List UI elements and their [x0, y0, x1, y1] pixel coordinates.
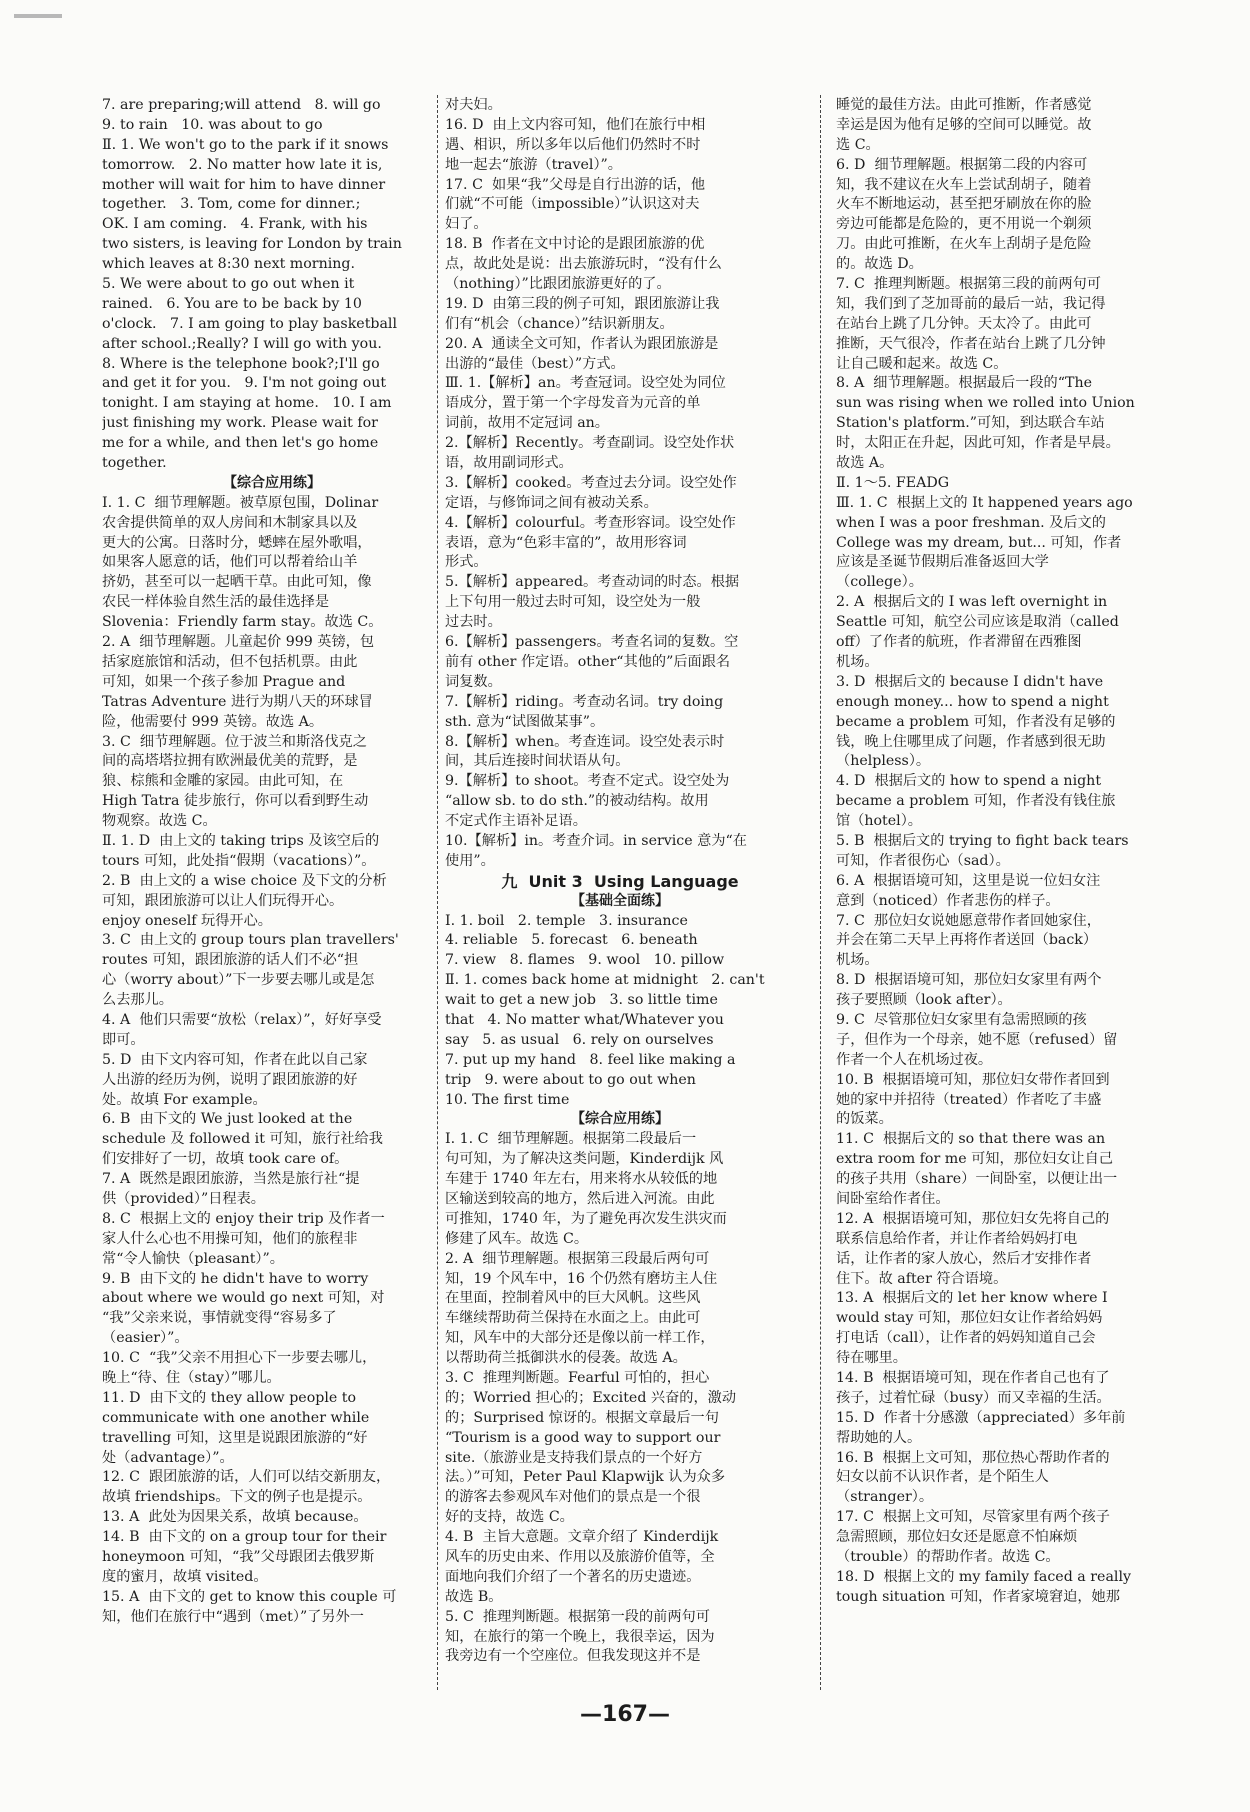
answer-line: sth. 意为“试图做某事”。 — [445, 713, 605, 730]
answer-line: （college）。 — [836, 574, 923, 591]
answer-line: o'clock. 7. I am going to play basketball — [102, 315, 398, 332]
answer-line: 6.【解析】passengers。考查名词的复数。空 — [445, 634, 739, 651]
answer-line: 3. C 由上文的 group tours plan travellers' — [102, 932, 399, 949]
answer-line: when I was a poor freshman. 及后文的 — [836, 514, 1106, 531]
answer-line: 的；Worried 担心的；Excited 兴奋的，激动 — [445, 1389, 737, 1406]
answer-line: 6. D 细节理解题。根据第二段的内容可 — [836, 156, 1088, 173]
answer-line: became a problem 可知，作者没有足够的 — [836, 713, 1116, 730]
answer-line: 8.【解析】when。考查连词。设空处表示时 — [445, 733, 725, 750]
answer-line: Ⅱ. 1. comes back home at midnight 2. can't — [445, 972, 765, 989]
section-heading: 【综合应用练】 — [223, 474, 321, 491]
answer-line: 打电话（call），让作者的妈妈知道自己会 — [836, 1330, 1096, 1347]
answer-line: honeymoon 可知，“我”父母跟团去俄罗斯 — [102, 1549, 375, 1566]
answer-line: 2. A 细节理解题。根据第三段最后两句可 — [445, 1250, 710, 1267]
answer-line: 馆（hotel）。 — [836, 813, 922, 830]
answer-line: 区输送到较高的地方，然后进入河流。由此 — [445, 1190, 715, 1207]
answer-line: 5. D 由下文内容可知，作者在此以自己家 — [102, 1051, 368, 1068]
answer-line: 法。）”可知，Peter Paul Klapwijk 认为众多 — [445, 1469, 726, 1486]
answer-line: 农民一样体验自然生活的最佳选择是 — [102, 594, 330, 611]
answer-line: 8. C 根据上文的 enjoy their trip 及作者一 — [102, 1210, 385, 1227]
answer-line: 4. B 主旨大意题。文章介绍了 Kinderdijk — [445, 1529, 719, 1546]
answer-line: 以帮助荷兰抵御洪水的侵袭。故选 A。 — [445, 1350, 687, 1367]
answer-line: me for a while, and then let's go home — [102, 435, 379, 452]
answer-line: 车继续帮助荷兰保持在水面之上。由此可 — [445, 1310, 701, 1327]
answer-line: 在站台上跳了几分钟。天太冷了。由此可 — [836, 315, 1092, 332]
answer-line: 她的家中并招待（treated）作者吃了丰盛 — [836, 1091, 1102, 1108]
answer-line: （stranger）。 — [836, 1489, 934, 1506]
answer-line: Ⅱ. 1～5. FEADG — [836, 474, 950, 491]
answer-line: 9. to rain 10. was about to go — [102, 116, 323, 133]
answer-line: trip 9. were about to go out when — [445, 1071, 696, 1088]
answer-line: 修建了风车。故选 C。 — [445, 1230, 589, 1247]
section-heading: 【基础全面练】 — [571, 892, 669, 909]
answer-line: sun was rising when we rolled into Union — [836, 395, 1135, 412]
answer-line: mother will wait for him to have dinner — [102, 176, 386, 193]
answer-line: “我”父亲来说，事情就变得“容易多了 — [102, 1310, 337, 1327]
answer-line: 并会在第二天早上再将作者送回（back） — [836, 932, 1098, 949]
answer-line: communicate with one another while — [102, 1409, 370, 1426]
answer-line: 们安排好了一切，故填 took care of。 — [102, 1151, 349, 1168]
answer-line: Ⅱ. 1. D 由上文的 taking trips 及该空后的 — [102, 832, 380, 849]
answer-line: 8. Where is the telephone book?;I'll go — [102, 355, 380, 372]
answer-line: 风车的历史由来、作用以及旅游价值等，全 — [445, 1549, 715, 1566]
answer-line: 选 C。 — [836, 136, 880, 153]
answer-line: 幸运是因为他有足够的空间可以睡觉。故 — [836, 116, 1092, 133]
answer-line: 处。故填 For example。 — [102, 1091, 267, 1108]
answer-line: 的孩子共用（share）一间卧室，以便让出一 — [836, 1171, 1118, 1188]
answer-line: 度的蜜月，故填 visited。 — [102, 1568, 268, 1585]
scan-mark — [14, 14, 62, 18]
answer-line: 可知，跟团旅游可以让人们玩得开心。 — [102, 892, 344, 909]
answer-line: “Tourism is a good way to support our — [445, 1429, 721, 1446]
answer-line: 上下句用一般过去时可知，设空处为一般 — [445, 594, 701, 611]
answer-line: Slovenia：Friendly farm stay。故选 C。 — [102, 614, 383, 631]
answer-line: 11. D 由下文的 they allow people to — [102, 1389, 357, 1406]
column-divider-right — [820, 95, 821, 1690]
answer-line: 如果客人愿意的话，他们可以帮着给山羊 — [102, 554, 358, 571]
answer-line: 使用”。 — [445, 852, 495, 869]
answer-line: 农舍提供简单的双人房间和木制家具以及 — [102, 514, 358, 531]
answer-line: 句可知，为了解决这类问题，Kinderdijk 风 — [445, 1151, 724, 1168]
answer-line: Ⅰ. 1. C 细节理解题。根据第二段最后一 — [445, 1131, 697, 1148]
answer-line: 点，故此处是说：出去旅游玩时，“没有什么 — [445, 256, 722, 273]
answer-line: 旁边可能都是危险的，更不用说一个剃须 — [836, 216, 1092, 233]
answer-line: 挤奶，甚至可以一起晒干草。由此可知，像 — [102, 574, 372, 591]
answer-line: 10.【解析】in。考查介词。in service 意为“在 — [445, 832, 747, 849]
answer-line: 3.【解析】cooked。考查过去分词。设空处作 — [445, 474, 737, 491]
answer-line: that 4. No matter what/Whatever you — [445, 1011, 724, 1028]
answer-line: together. — [102, 455, 167, 472]
answer-line: after school.;Really? I will go with you. — [102, 335, 382, 352]
answer-line: 5.【解析】appeared。考查动词的时态。根据 — [445, 574, 740, 591]
answer-line: Seattle 可知，航空公司应该是取消（called — [836, 614, 1119, 631]
answer-line: （helpless）。 — [836, 753, 931, 770]
answer-line: 12. A 根据语境可知，那位妇女先将自己的 — [836, 1210, 1110, 1227]
answer-line: 7. are preparing;will attend 8. will go — [102, 97, 381, 113]
answer-line: 8. A 细节理解题。根据最后一段的“The — [836, 375, 1092, 392]
answer-line: 物观察。故选 C。 — [102, 813, 217, 830]
answer-line: 10. C “我”父亲不用担心下一步要去哪儿， — [102, 1350, 377, 1367]
answer-line: 睡觉的最佳方法。由此可推断，作者感觉 — [836, 97, 1092, 113]
answer-line: Ⅰ. 1. C 细节理解题。被草原包围，Dolinar — [102, 494, 379, 511]
answer-line: 过去时。 — [445, 614, 502, 631]
answer-line: and get it for you. 9. I'm not going out — [102, 375, 387, 392]
answer-line: 供（provided）”日程表。 — [102, 1190, 265, 1207]
answer-line: 括家庭旅馆和活动，但不包括机票。由此 — [102, 653, 358, 670]
answer-line: 14. B 根据语境可知，现在作者自己也有了 — [836, 1370, 1110, 1386]
answer-line: 可推知，1740 年，为了避免再次发生洪灾而 — [445, 1210, 727, 1227]
answer-line: 的。故选 D。 — [836, 256, 923, 273]
answer-line: 么去那儿。 — [102, 992, 173, 1009]
answer-line: which leaves at 8:30 next morning. — [102, 256, 355, 273]
answer-line: enough money... how to spend a night — [836, 693, 1109, 710]
answer-line: 5. C 推理判断题。根据第一段的前两句可 — [445, 1608, 710, 1625]
answer-line: 晚上“待、住（stay）”哪儿。 — [102, 1370, 281, 1386]
answer-line: 人出游的经历为例，说明了跟团旅游的好 — [102, 1071, 358, 1088]
answer-line: 待在哪里。 — [836, 1350, 907, 1367]
answer-line: 12. C 跟团旅游的话，人们可以结交新朋友， — [102, 1469, 391, 1486]
answer-line: 10. B 根据语境可知，那位妇女带作者回到 — [836, 1071, 1110, 1088]
answer-line: 的；Surprised 惊讶的。根据文章最后一句 — [445, 1409, 719, 1426]
answer-line: 知，我不建议在火车上尝试刮胡子，随着 — [836, 176, 1092, 193]
answer-line: say 5. as usual 6. rely on ourselves — [445, 1031, 714, 1048]
unit-title: 九 Unit 3 Using Language — [501, 871, 739, 891]
answer-line: 车建于 1740 年左右，用来将水从较低的地 — [445, 1171, 718, 1188]
answer-line: 处（advantage）”。 — [102, 1449, 234, 1466]
answer-line: “allow sb. to do sth.”的被动结构。故用 — [445, 793, 709, 810]
answer-line: 7. put up my hand 8. feel like making a — [445, 1051, 736, 1068]
answer-line: 知，他们在旅行中“遇到（met）”了另外一 — [102, 1608, 364, 1625]
answer-line: tonight. I am staying at home. 10. I am — [102, 395, 392, 412]
answer-line: 4. reliable 5. forecast 6. beneath — [445, 932, 698, 949]
answer-line: 钱，晚上住哪里成了问题，作者感到很无助 — [836, 733, 1106, 750]
answer-line: 语成分，置于第一个字母发音为元音的单 — [445, 395, 701, 412]
answer-line: Ⅲ. 1.【解析】an。考查冠词。设空处为同位 — [445, 375, 726, 392]
page-number: —167— — [580, 1702, 670, 1727]
answer-line: 在里面，控制着风中的巨大风帆。这些风 — [445, 1290, 701, 1307]
answer-line: 语，故用副词形式。 — [445, 455, 573, 472]
answer-line: 时，太阳正在升起，因此可知，作者是早晨。 — [836, 435, 1120, 452]
answer-line: 3. C 推理判断题。Fearful 可怕的，担心 — [445, 1370, 710, 1386]
answer-line: 推断，天气很冷，作者在站台上跳了几分钟 — [836, 335, 1106, 352]
answer-line: 好的支持，故选 C。 — [445, 1509, 574, 1526]
answer-line: 7. C 那位妇女说她愿意带作者回她家住， — [836, 912, 1101, 929]
answer-line: 间的高塔塔拉拥有欧洲最优美的荒野，是 — [102, 753, 358, 770]
answer-line: 家人什么心也不用操可知，他们的旅程非 — [102, 1230, 358, 1247]
answer-line: OK. I am coming. 4. Frank, with his — [102, 216, 368, 233]
answer-line: 故选 A。 — [836, 455, 894, 472]
answer-line: together. 3. Tom, come for dinner.; — [102, 196, 361, 213]
answer-line: 16. B 根据上文可知，那位热心帮助作者的 — [836, 1449, 1110, 1466]
answer-line: 意到（noticed）作者悲伤的样子。 — [836, 892, 1060, 909]
answer-line: 间，其后连接时间状语从句。 — [445, 753, 630, 770]
column-middle — [445, 96, 795, 1667]
answer-line: 知，我们到了芝加哥前的最后一站，我记得 — [836, 295, 1106, 312]
column-divider-left — [437, 95, 438, 1690]
answer-line: 7. A 既然是跟团旅游，当然是旅行社“提 — [102, 1171, 360, 1188]
answer-line: College was my dream, but... 可知，作者 — [836, 534, 1122, 551]
answer-line: 不定式作主语补足语。 — [445, 813, 587, 830]
answer-line: 知，风车中的大部分还是像以前一样工作， — [445, 1330, 715, 1347]
answer-line: 出游的“最佳（best）”方式。 — [445, 355, 625, 372]
answer-line: 4. D 根据后文的 how to spend a night — [836, 773, 1102, 790]
answer-line: 妇了。 — [445, 216, 488, 233]
answer-line: Station's platform.”可知，到达联合车站 — [836, 415, 1105, 432]
answer-line: 让自己暖和起来。故选 C。 — [836, 355, 1008, 372]
answer-line: 们就“不可能（impossible）”认识这对夫 — [445, 196, 700, 213]
answer-line: extra room for me 可知，那位妇女让自己 — [836, 1151, 1113, 1168]
answer-line: 作者一个人在机场过夜。 — [836, 1051, 993, 1068]
answer-line: 2. B 由上文的 a wise choice 及下文的分析 — [102, 872, 387, 889]
answer-line: 遇、相识，所以多年以后他们仍然时不时 — [445, 136, 701, 153]
answer-line: Tatras Adventure 进行为期八天的环球冒 — [102, 693, 373, 710]
answer-line: 火车不断地运动，甚至把牙刷放在你的脸 — [836, 196, 1092, 213]
answer-line: tough situation 可知，作者家境窘迫，她那 — [836, 1588, 1120, 1605]
answer-line: 11. C 根据后文的 so that there was an — [836, 1131, 1106, 1148]
answer-line: 子，但作为一个母亲，她不愿（refused）留 — [836, 1031, 1118, 1048]
answer-line: 18. D 根据上文的 my family faced a really — [836, 1568, 1131, 1585]
answer-line: 15. A 由下文的 get to know this couple 可 — [102, 1588, 397, 1605]
answer-line: 15. D 作者十分感激（appreciated）多年前 — [836, 1409, 1126, 1426]
answer-line: 18. B 作者在文中讨论的是跟团旅游的优 — [445, 236, 705, 253]
answer-line: 10. The first time — [445, 1091, 570, 1108]
answer-line: 9. B 由下文的 he didn't have to worry — [102, 1270, 369, 1287]
answer-line: 急需照顾，那位妇女还是愿意不怕麻烦 — [836, 1529, 1078, 1546]
answer-line: Ⅱ. 1. We won't go to the park if it snows — [102, 136, 389, 153]
answer-line: 们有“机会（chance）”结识新朋友。 — [445, 315, 674, 332]
answer-line: 2. A 根据后文的 I was left overnight in — [836, 594, 1108, 611]
answer-line: 孩子要照顾（look after）。 — [836, 992, 1012, 1009]
answer-line: 20. A 通读全文可知，作者认为跟团旅游是 — [445, 335, 719, 352]
answer-line: about where we would go next 可知，对 — [102, 1290, 385, 1307]
answer-line: 可知，作者很伤心（sad）。 — [836, 852, 1010, 869]
answer-line: Ⅲ. 1. C 根据上文的 It happened years ago — [836, 494, 1133, 511]
answer-line: rained. 6. You are to be back by 10 — [102, 295, 362, 312]
answer-line: 可知，如果一个孩子参加 Prague and — [102, 673, 346, 690]
answer-line: 的游客去参观风车对他们的景点是一个很 — [445, 1489, 701, 1506]
answer-line: （trouble）的帮助作者。故选 C。 — [836, 1549, 1060, 1566]
answer-line: wait to get a new job 3. so little time — [445, 992, 718, 1009]
answer-line: 更大的公寓。日落时分，蟋蟀在屋外歌唱， — [102, 534, 372, 551]
answer-line: 间卧室给作者住。 — [836, 1190, 950, 1207]
answer-line: 6. A 根据语境可知，这里是说一位妇女注 — [836, 872, 1101, 889]
answer-line: site.（旅游业是支持我们景点的一个好方 — [445, 1449, 703, 1466]
answer-line: 住下。故 after 符合语境。 — [836, 1270, 1008, 1287]
answer-line: 即可。 — [102, 1031, 145, 1048]
answer-line: 13. A 此处为因果关系，故填 because。 — [102, 1509, 368, 1526]
answer-line: 帮助她的人。 — [836, 1429, 922, 1446]
answer-line: 孩子，过着忙碌（busy）而又幸福的生活。 — [836, 1389, 1111, 1406]
answer-line: 知，在旅行的第一个晚上，我很幸运，因为 — [445, 1628, 715, 1645]
answer-line: （easier）”。 — [102, 1330, 189, 1347]
answer-line: Ⅰ. 1. boil 2. temple 3. insurance — [445, 912, 688, 929]
answer-line: 4. A 他们只需要“放松（relax）”，好好享受 — [102, 1011, 382, 1028]
section-heading: 【综合应用练】 — [571, 1111, 669, 1128]
answer-line: tomorrow. 2. No matter how late it is, — [102, 156, 383, 173]
answer-line: 故填 friendships。下文的例子也是提示。 — [102, 1489, 372, 1506]
answer-line: High Tatra 徒步旅行，你可以看到野生动 — [102, 793, 369, 810]
answer-line: 14. B 由下文的 on a group tour for their — [102, 1529, 387, 1546]
answer-line: 3. C 细节理解题。位于波兰和斯洛伐克之 — [102, 733, 367, 750]
answer-line: 3. D 根据后文的 because I didn't have — [836, 673, 1104, 690]
answer-line: 13. A 根据后文的 let her know where I — [836, 1290, 1108, 1307]
answer-line: 17. C 根据上文可知，尽管家里有两个孩子 — [836, 1509, 1110, 1526]
answer-line: 前有 other 作定语。other“其他的”后面跟名 — [445, 653, 731, 670]
answer-line: 妇女以前不认识作者，是个陌生人 — [836, 1469, 1049, 1486]
answer-line: off）了作者的航班，作者滞留在西雅图 — [836, 634, 1082, 651]
answer-line: routes 可知，跟团旅游的话人们不必“担 — [102, 952, 359, 969]
answer-line: 9.【解析】to shoot。考查不定式。设空处为 — [445, 773, 730, 790]
answer-line: 话，让作者的家人放心，然后才安排作者 — [836, 1250, 1092, 1267]
answer-line: 9. C 尽管那位妇女家里有急需照顾的孩 — [836, 1011, 1087, 1028]
answer-line: 故选 B。 — [445, 1588, 503, 1605]
answer-line: travelling 可知，这里是说跟团旅游的“好 — [102, 1429, 368, 1446]
answer-line: schedule 及 followed it 可知，旅行社给我 — [102, 1131, 383, 1148]
answer-line: 7. view 8. flames 9. wool 10. pillow — [445, 952, 725, 969]
answer-line: just finishing my work. Please wait for — [102, 415, 378, 432]
answer-line: 5. We were about to go out when it — [102, 276, 355, 293]
answer-line: 险，他需要付 999 英镑。故选 A。 — [102, 713, 324, 730]
answer-line: became a problem 可知，作者没有钱住旅 — [836, 793, 1116, 810]
answer-line: 4.【解析】colourful。考查形容词。设空处作 — [445, 514, 736, 531]
answer-line: 词复数。 — [445, 673, 502, 690]
answer-line: 7.【解析】riding。考查动名词。try doing — [445, 693, 724, 710]
answer-line: 16. D 由上文内容可知，他们在旅行中相 — [445, 116, 706, 133]
answer-line: tours 可知，此处指“假期（vacations）”。 — [102, 852, 376, 869]
answer-line: 机场。 — [836, 653, 879, 670]
answer-line: 的饭菜。 — [836, 1111, 893, 1128]
answer-line: 刀。由此可推断，在火车上刮胡子是危险 — [836, 236, 1092, 253]
answer-line: 表语，意为“色彩丰富的”，故用形容词 — [445, 534, 687, 551]
column-right — [836, 96, 1158, 1608]
column-left — [102, 96, 442, 1628]
answer-line: 知，19 个风车中，16 个仍然有磨坊主人住 — [445, 1270, 718, 1287]
answer-line: 常“令人愉快（pleasant）”。 — [102, 1250, 284, 1267]
answer-line: 定语，与修饰词之间有被动关系。 — [445, 494, 658, 511]
answer-line: 词前，故用不定冠词 an。 — [445, 415, 609, 432]
answer-line: 7. C 推理判断题。根据第三段的前两句可 — [836, 276, 1101, 293]
answer-line: 心（worry about）”下一步要去哪儿或是怎 — [102, 972, 375, 989]
answer-line: 2. A 细节理解题。儿童起价 999 英镑，包 — [102, 634, 375, 651]
answer-line: 2.【解析】Recently。考查副词。设空处作状 — [445, 435, 735, 452]
answer-line: 地一起去“旅游（travel）”。 — [445, 156, 622, 173]
answer-line: 机场。 — [836, 952, 879, 969]
answer-line: 形式。 — [445, 554, 488, 571]
answer-line: 6. B 由下文的 We just looked at the — [102, 1111, 353, 1128]
answer-line: 对夫妇。 — [445, 97, 502, 113]
answer-line: 17. C 如果“我”父母是自行出游的话，他 — [445, 176, 706, 193]
answer-line: would stay 可知，那位妇女让作者给妈妈 — [836, 1310, 1103, 1327]
answer-line: 19. D 由第三段的例子可知，跟团旅游让我 — [445, 295, 720, 312]
answer-line: （nothing）”比跟团旅游更好的了。 — [445, 276, 671, 293]
answer-line: 5. B 根据后文的 trying to fight back tears — [836, 832, 1129, 849]
answer-line: 狼、棕熊和金雕的家园。由此可知，在 — [102, 773, 344, 790]
answer-line: enjoy oneself 玩得开心。 — [102, 912, 272, 929]
answer-line: two sisters, is leaving for London by train — [102, 236, 402, 253]
answer-line: 8. D 根据语境可知，那位妇女家里有两个 — [836, 972, 1102, 989]
answer-line: 面地向我们介绍了一个著名的历史遗迹。 — [445, 1568, 701, 1585]
answer-line: 我旁边有一个空座位。但我发现这并不是 — [445, 1648, 701, 1665]
answer-line: 联系信息给作者，并让作者给妈妈打电 — [836, 1230, 1078, 1247]
answer-line: 应该是圣诞节假期后准备返回大学 — [836, 554, 1049, 571]
